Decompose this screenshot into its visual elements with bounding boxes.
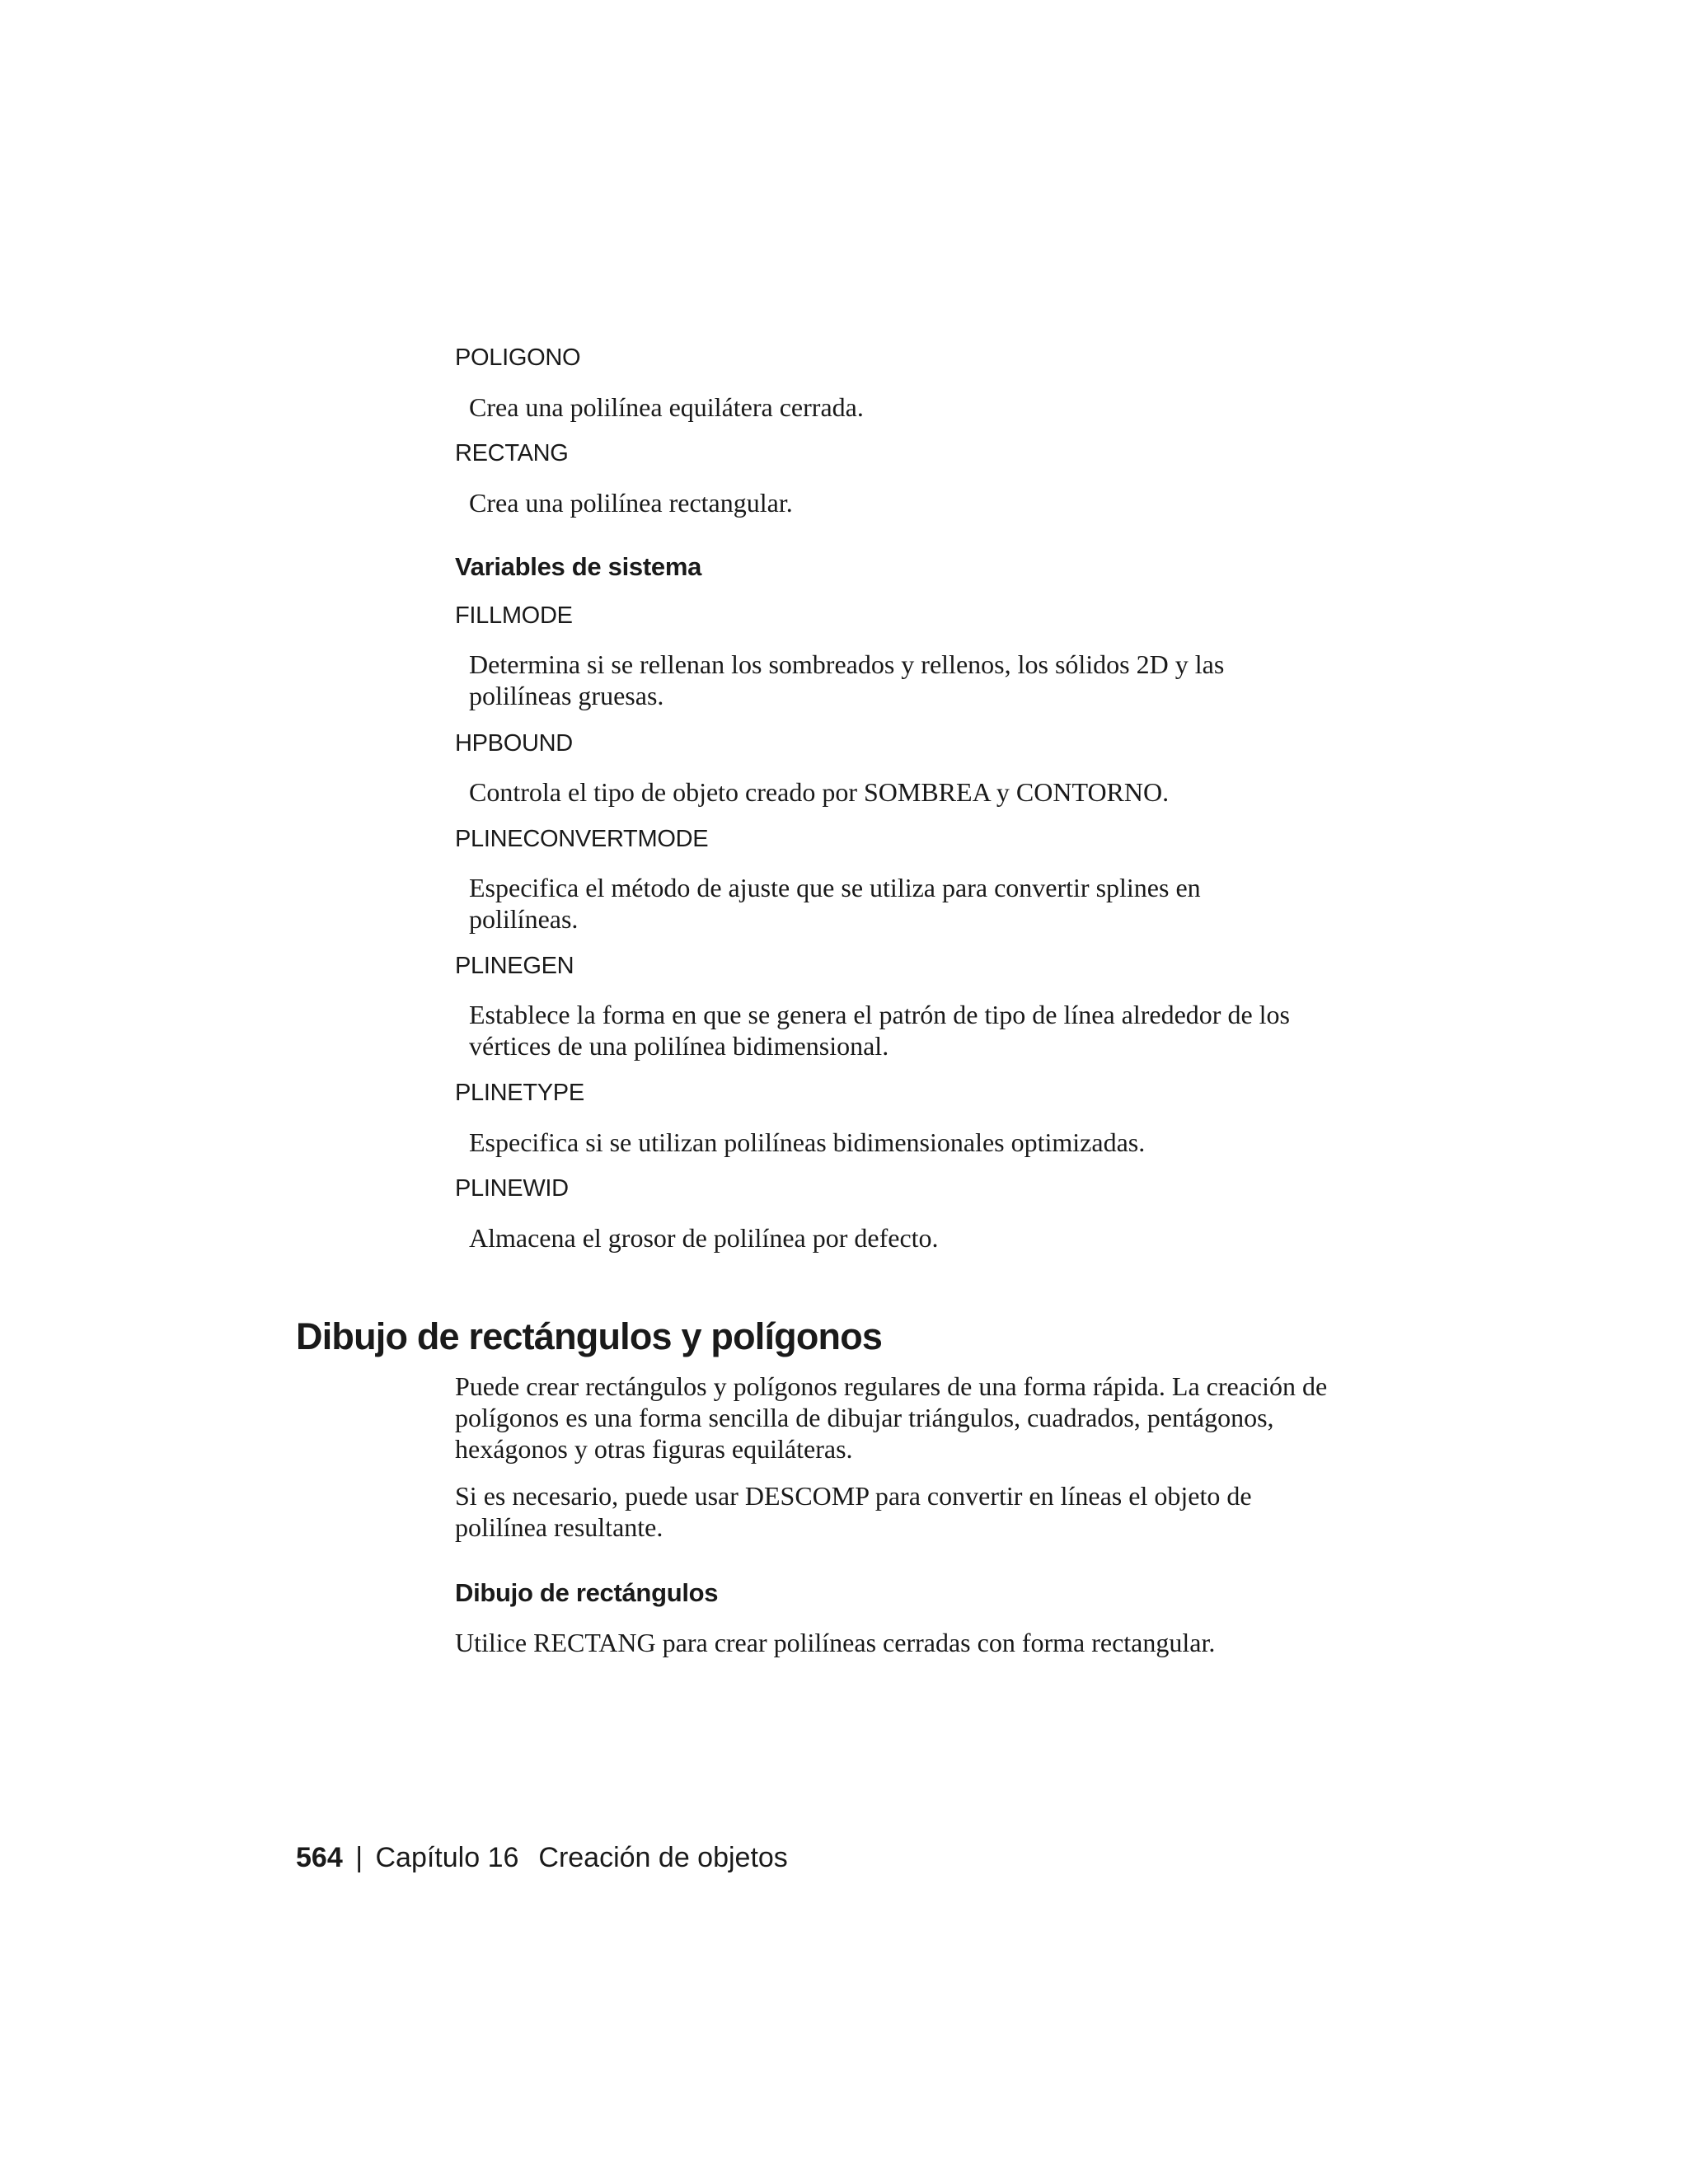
variable-term-hpbound: HPBOUND [455,730,573,757]
variable-description: Establece la forma en que se genera el patrón de tipo de línea alrededor de los vértices de una polilínea bidimensional. [469,1000,1290,1061]
section-paragraph: Si es necesario, puede usar DESCOMP para convertir en líneas el objeto de polilínea resultante. [455,1481,1252,1542]
variable-term-plinewid: PLINEWID [455,1175,569,1202]
command-term-poligono: POLIGONO [455,344,581,371]
variable-description: Especifica si se utilizan polilíneas bidimensionales optimizadas. [469,1127,1146,1157]
page-number: 564 [296,1842,343,1873]
command-description: Crea una polilínea rectangular. [469,488,793,518]
subsection-paragraph: Utilice RECTANG para crear polilíneas cerradas con forma rectangular. [455,1628,1216,1657]
variable-description: Controla el tipo de objeto creado por SOMBREA y CONTORNO. [469,777,1170,807]
footer-separator: | [355,1842,363,1873]
variable-description: Especifica el método de ajuste que se utiliza para convertir splines en polilíneas. [469,873,1201,934]
section-paragraph: Puede crear rectángulos y polígonos regulares de una forma rápida. La creación de polígonos es una forma sencilla de dibujar triángulos, cuadrados, pentágonos, hexágonos y otras figuras equiláteras. [455,1371,1328,1464]
subsection-title: Dibujo de rectángulos [455,1578,719,1607]
chapter-title: Creación de objetos [538,1842,788,1873]
page-footer [296,1840,788,1876]
command-description: Crea una polilínea equilátera cerrada. [469,392,864,422]
variable-term-fillmode: FILLMODE [455,602,573,629]
variable-term-plinegen: PLINEGEN [455,953,574,979]
variable-term-plineconvertmode: PLINECONVERTMODE [455,826,709,852]
system-variables-heading: Variables de sistema [455,552,702,581]
chapter-label: Capítulo 16 [375,1842,519,1873]
section-title: Dibujo de rectángulos y polígonos [296,1315,883,1357]
variable-term-plinetype: PLINETYPE [455,1080,584,1106]
variable-description: Determina si se rellenan los sombreados y rellenos, los sólidos 2D y las polilíneas gruesas. [469,649,1225,710]
variable-description: Almacena el grosor de polilínea por defecto. [469,1223,939,1253]
command-term-rectang: RECTANG [455,440,569,466]
